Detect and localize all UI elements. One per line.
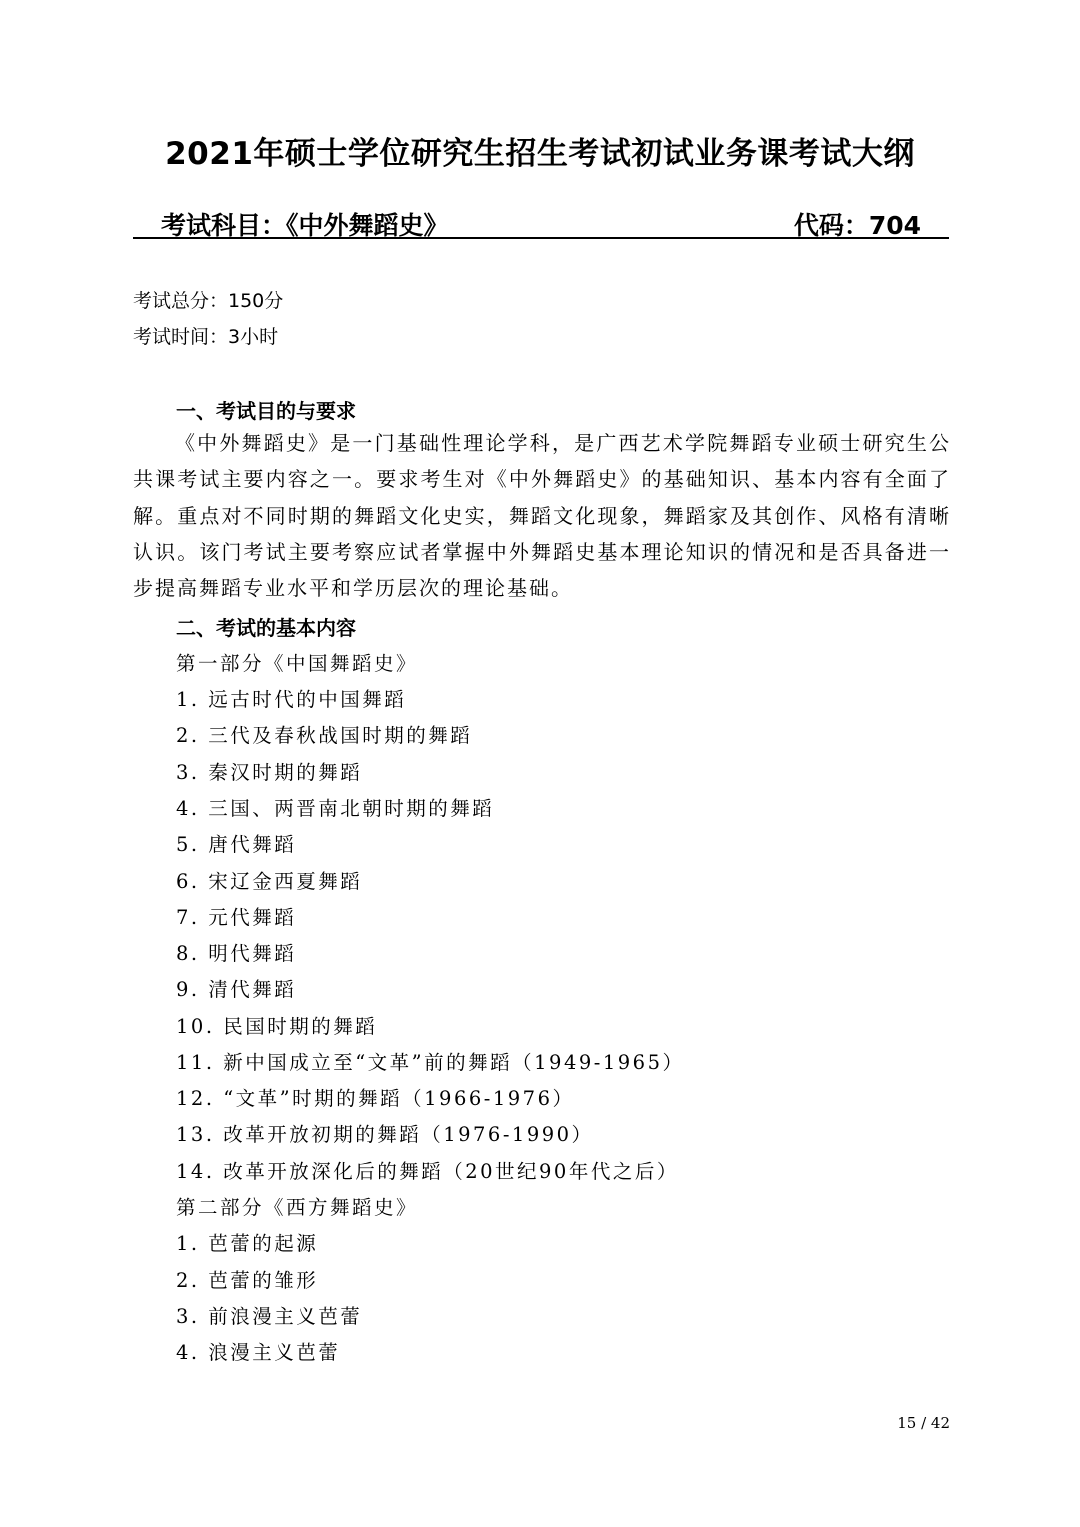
- exam-code: 代码：704: [793, 211, 921, 240]
- list-item: 10. 民国时期的舞蹈: [176, 1015, 378, 1038]
- list-item: 12. “文革”时期的舞蹈（1966-1976）: [176, 1087, 575, 1110]
- list-item: 9. 清代舞蹈: [176, 978, 297, 1001]
- list-item: 3. 秦汉时期的舞蹈: [176, 761, 363, 784]
- list-item: 1. 芭蕾的起源: [176, 1232, 319, 1255]
- list-item: 8. 明代舞蹈: [176, 942, 297, 965]
- purpose-paragraph: 《中外舞蹈史》是一门基础性理论学科，是广西艺术学院舞蹈专业硕士研究生公共课考试主要内容之一。要求考生对《中外舞蹈史》的基础知识、基本内容有全面了解。重点对不同时期的舞蹈文化史实，舞蹈文化现象，舞蹈家及其创作、风格有清晰认识。该门考试主要考察应试者掌握中外舞蹈史基本理论知识的情况和是否具备进一步提高舞蹈专业水平和学历层次的理论基础。: [133, 431, 951, 601]
- document-title: 2021年硕士学位研究生招生考试初试业务课考试大纲: [165, 136, 915, 172]
- list-item: 4. 三国、两晋南北朝时期的舞蹈: [176, 797, 495, 820]
- section-heading-content: 二、考试的基本内容: [176, 616, 356, 640]
- page-number: 15 / 42: [897, 1414, 950, 1432]
- list-item: 11. 新中国成立至“文革”前的舞蹈（1949-1965）: [176, 1051, 685, 1074]
- part1-title: 第一部分《中国舞蹈史》: [176, 652, 419, 675]
- part2-title: 第二部分《西方舞蹈史》: [176, 1196, 419, 1219]
- list-item: 2. 芭蕾的雏形: [176, 1269, 319, 1292]
- exam-subject: 考试科目：《中外舞蹈史》: [161, 211, 449, 240]
- list-item: 13. 改革开放初期的舞蹈（1976-1990）: [176, 1123, 594, 1146]
- list-item: 4. 浪漫主义芭蕾: [176, 1341, 341, 1364]
- section-heading-purpose: 一、考试目的与要求: [176, 399, 356, 423]
- list-item: 5. 唐代舞蹈: [176, 833, 297, 856]
- list-item: 14. 改革开放深化后的舞蹈（20世纪90年代之后）: [176, 1160, 679, 1183]
- list-item: 7. 元代舞蹈: [176, 906, 297, 929]
- list-item: 1. 远古时代的中国舞蹈: [176, 688, 407, 711]
- subject-line: [133, 202, 949, 239]
- list-item: 2. 三代及春秋战国时期的舞蹈: [176, 724, 473, 747]
- exam-duration: 考试时间：3小时: [133, 326, 279, 348]
- total-score: 考试总分：150分: [133, 290, 284, 312]
- list-item: 6. 宋辽金西夏舞蹈: [176, 870, 363, 893]
- list-item: 3. 前浪漫主义芭蕾: [176, 1305, 363, 1328]
